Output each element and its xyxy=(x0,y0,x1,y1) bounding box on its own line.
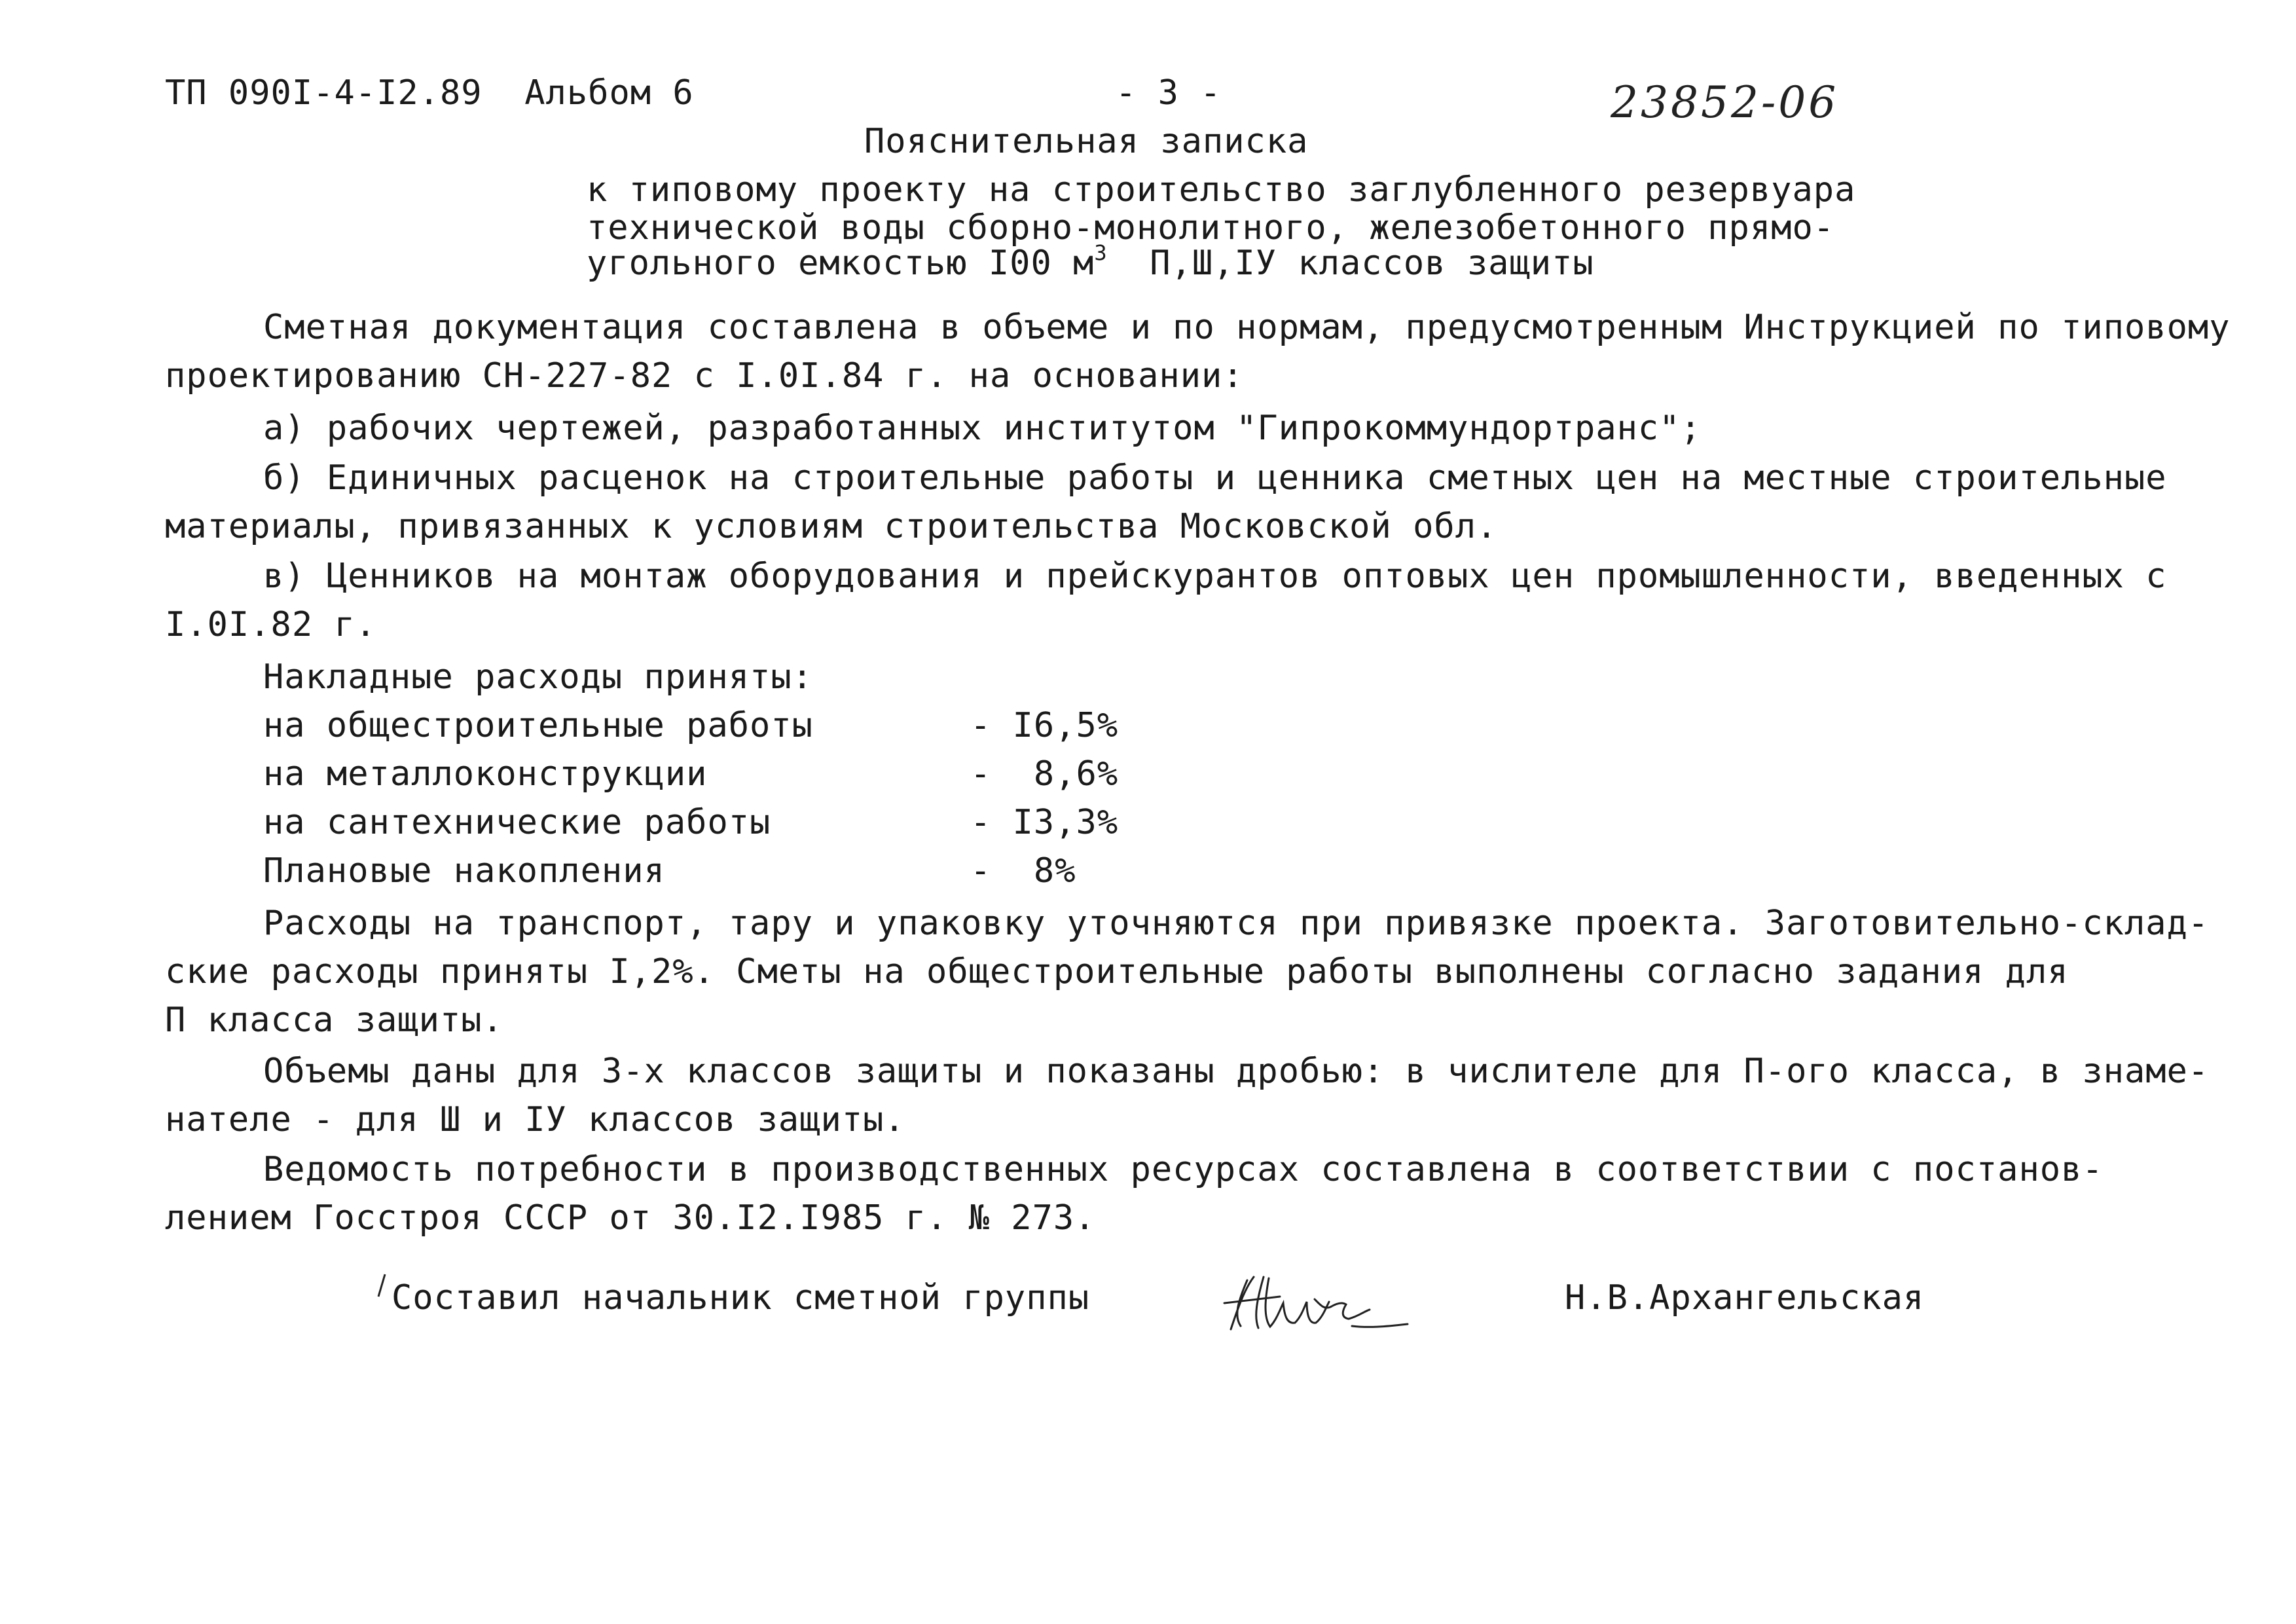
cubic-superscript: 3 xyxy=(1094,240,1108,265)
title-subline-3 xyxy=(587,240,1594,283)
paragraph-2-line-1: Расходы на транспорт, тару и упаковку уточняются при привязке проекта. Заготовительно-склад- xyxy=(263,904,2210,943)
rate-value-metal: - 8,6% xyxy=(970,754,1119,794)
paragraph-4-line-1: Ведомость потребности в производственных ресурсах составлена в соответствии с постанов- xyxy=(263,1150,2104,1189)
title-subline-3-a: угольного емкостью I00 м xyxy=(587,244,1095,283)
page-number: - 3 - xyxy=(1116,73,1222,113)
title-subline-3-b: П,Ш,IУ классов защиты xyxy=(1107,244,1594,283)
paragraph-1-line-2: проектированию СН-227-82 с I.0I.84 г. на основании: xyxy=(165,356,1244,396)
page-title: Пояснительная записка xyxy=(864,122,1309,161)
signatory-name: Н.В.Архангельская xyxy=(1565,1278,1925,1318)
title-subline-2: технической воды сборно-монолитного, железобетонного прямо- xyxy=(587,208,1835,248)
title-subline-1: к типовому проекту на строительство заглубленного резервуара xyxy=(587,170,1856,210)
archive-number: 23852-06 xyxy=(1611,77,1839,128)
handwritten-signature xyxy=(1218,1264,1427,1342)
document-code: ТП 090I-4-I2.89 Альбом 6 xyxy=(165,73,694,113)
paragraph-3-line-2: нателе - для Ш и IУ классов защиты. xyxy=(165,1100,905,1139)
rate-label-general: на общестроительные работы xyxy=(263,706,813,745)
signature-role: Составил начальник сметной группы xyxy=(392,1278,1090,1318)
paragraph-2-line-2: ские расходы приняты I,2%. Сметы на общестроительные работы выполнены согласно задания для xyxy=(165,952,2069,991)
list-item-a: а) рабочих чертежей, разработанных институтом "Гипрокоммундортранс"; xyxy=(263,409,1702,448)
list-item-c-line-2: I.0I.82 г. xyxy=(165,605,377,644)
rate-value-general: - I6,5% xyxy=(970,706,1119,745)
list-item-b-line-1: б) Единичных расценок на строительные работы и ценника сметных цен на местные строительные xyxy=(263,458,2167,498)
slash-mark-icon xyxy=(374,1273,388,1299)
list-item-c-line-1: в) Ценников на монтаж оборудования и прейскурантов оптовых цен промышленности, введенных с xyxy=(263,557,2167,596)
rate-value-planned: - 8% xyxy=(970,851,1076,891)
rate-value-plumbing: - I3,3% xyxy=(970,803,1119,842)
rate-label-planned: Плановые накопления xyxy=(263,851,665,891)
paragraph-3-line-1: Объемы даны для 3-х классов защиты и показаны дробью: в числителе для П-ого класса, в знаме- xyxy=(263,1052,2210,1091)
rate-label-plumbing: на сантехнические работы xyxy=(263,803,771,842)
paragraph-4-line-2: лением Госстроя СССР от 30.I2.I985 г. № 273. xyxy=(165,1198,1096,1238)
overhead-heading: Накладные расходы приняты: xyxy=(263,657,813,697)
paragraph-2-line-3: П класса защиты. xyxy=(165,1001,503,1040)
rate-label-metal: на металлоконструкции xyxy=(263,754,708,794)
paragraph-1-line-1: Сметная документация составлена в объеме и по нормам, предусмотренным Инструкцией по типовому xyxy=(263,308,2231,347)
list-item-b-line-2: материалы, привязанных к условиям строительства Московской обл. xyxy=(165,507,1498,546)
